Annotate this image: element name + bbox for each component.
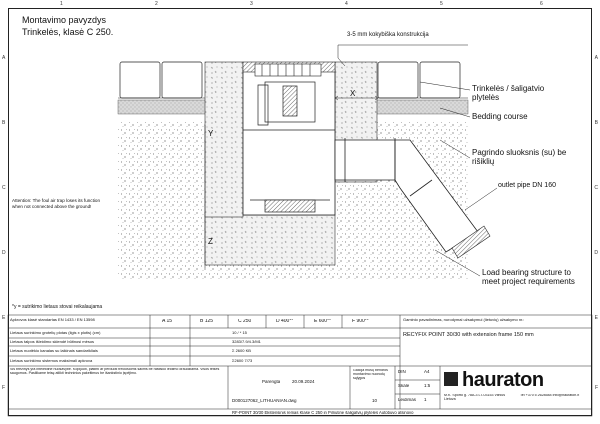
row-label-4: Lietaus surinkimo sistemos maksimali apkrova — [10, 359, 93, 363]
grid-col-3: 3 — [250, 1, 253, 7]
value-3: Σ 2600 KB — [232, 349, 251, 353]
base-label: Pagrindo sluoksnis (su) be rišiklių — [472, 148, 567, 167]
drawing-subtitle: Trinkelės, klasė C 250. — [22, 27, 114, 37]
grid-row-b: B — [2, 120, 6, 126]
product-name: RECYFIX POINT 30/30 with extension frame 150 mm — [403, 332, 534, 338]
hauraton-logo: hauraton — [462, 369, 544, 391]
class-f900: F 900** — [352, 319, 369, 324]
grid-row-f-right: F — [594, 385, 598, 391]
grid-row-e-right: E — [594, 315, 598, 321]
grid-row-e: E — [2, 315, 6, 321]
class-c250: C 250 — [238, 319, 252, 324]
grid-col-4: 4 — [345, 1, 348, 7]
grid-col-2: 2 — [155, 1, 158, 7]
prepared-label: Parengta — [262, 380, 281, 384]
pavers-label: Trinkelės / šaligatvio plytelės — [472, 84, 545, 103]
construction-gap-label: 3-5 mm kokybiška konstrukcija — [347, 32, 429, 38]
grid-col-5: 5 — [440, 1, 443, 7]
prepared-date: 20.09.2024 — [292, 380, 315, 384]
dim-y-label: Y — [208, 129, 214, 138]
drawing-number: D000127062_LITHUANIAN.dwg — [232, 399, 297, 403]
value-4: Σ2600 7/73 — [232, 359, 253, 363]
grid-row-b-right: B — [594, 120, 598, 126]
class-e600: E 600** — [314, 319, 331, 324]
load-bearing-label: Load bearing structure to meet project requirements — [482, 268, 575, 287]
scale-label: Skalė — [398, 384, 410, 388]
company-contact: Tel +370 5 2628584 info@hauraton.lt — [520, 394, 580, 397]
row-label-3: Lietaus nuotėkio kanalas su laikinais sandarikliais — [10, 349, 98, 353]
row-label-1: Lietaus surinkimo grotelių plotas (ilgis x plotis) (cm) — [10, 331, 101, 335]
legal-notice: Šis brėžinys yra intelektinė nuosavybė. Kopijuoti, platinti ar perduoti trečiosioms šalims be raštiško leidimo draudžiama. Visos teisės saugomos. Pasilikame teisę atlikti techninius pakeitimus be išankstinio įspėjimo. — [10, 368, 220, 375]
grid-col-6: 6 — [540, 1, 543, 7]
load-class-header: Apkrovos klasė standartas EN 1433 / EN 13598 — [10, 318, 95, 322]
class-d400: D 400** — [276, 319, 294, 324]
class-a15: A 15 — [162, 319, 173, 324]
din-value: A4 — [424, 370, 430, 374]
din-label: DIN — [398, 370, 406, 374]
dim-z-label: Z — [208, 237, 213, 246]
value-2: 3283/7.9/4.3/M1 — [232, 340, 261, 344]
product-header: Gaminio pavadinimas, nurodymai užsakymui (lietuvių) užsakymo nr.: — [403, 318, 525, 322]
hauraton-logo-mark — [444, 372, 458, 386]
grid-row-f: F — [2, 385, 6, 391]
class-b125: B 125 — [200, 319, 214, 324]
grid-col-1: 1 — [60, 1, 63, 7]
edition-value: 1 — [424, 398, 427, 402]
edition-label: Leidimas — [398, 398, 417, 402]
value-1: 10 / * 15 — [232, 331, 247, 335]
grid-row-c: C — [2, 185, 6, 191]
grid-row-d-right: D — [594, 250, 598, 256]
bedding-label: Bedding course — [472, 112, 528, 121]
attention-note: Attention: The foul air trap loses its function when not connected above the ground! — [12, 198, 101, 209]
row-label-2: Lietaus talpos išleidimo sklendė būtinosi mėsos — [10, 340, 95, 344]
grid-row-d: D — [2, 250, 6, 256]
dim-x-label: X — [350, 89, 356, 98]
scale-value: 1:5 — [424, 384, 431, 388]
grid-row-c-right: C — [594, 185, 598, 191]
footnote: *y = sutrikimo lietaus stovai reikalaujama — [12, 304, 103, 310]
outlet-label: outlet pipe DN 160 — [498, 182, 556, 189]
drawing-title: Montavimo pavyzdys — [22, 15, 107, 25]
sheet-count: 10 — [372, 399, 378, 403]
company-address: M.K. Sporto g. 78A-3 LT-03153 Vilnius Lietuva — [444, 394, 505, 401]
grid-row-a: A — [2, 55, 6, 61]
grid-row-a-right: A — [594, 55, 598, 61]
sheet-note: Galioja mūsų bendros montavimo nuorodų sąlygos — [353, 369, 388, 380]
footer-description: RF-POINT 30/30 Ekstensinis rėmas Klasė C 250 in Pilnutinė šaligatvių plytelės Autobuvo atsinovo — [232, 411, 414, 415]
